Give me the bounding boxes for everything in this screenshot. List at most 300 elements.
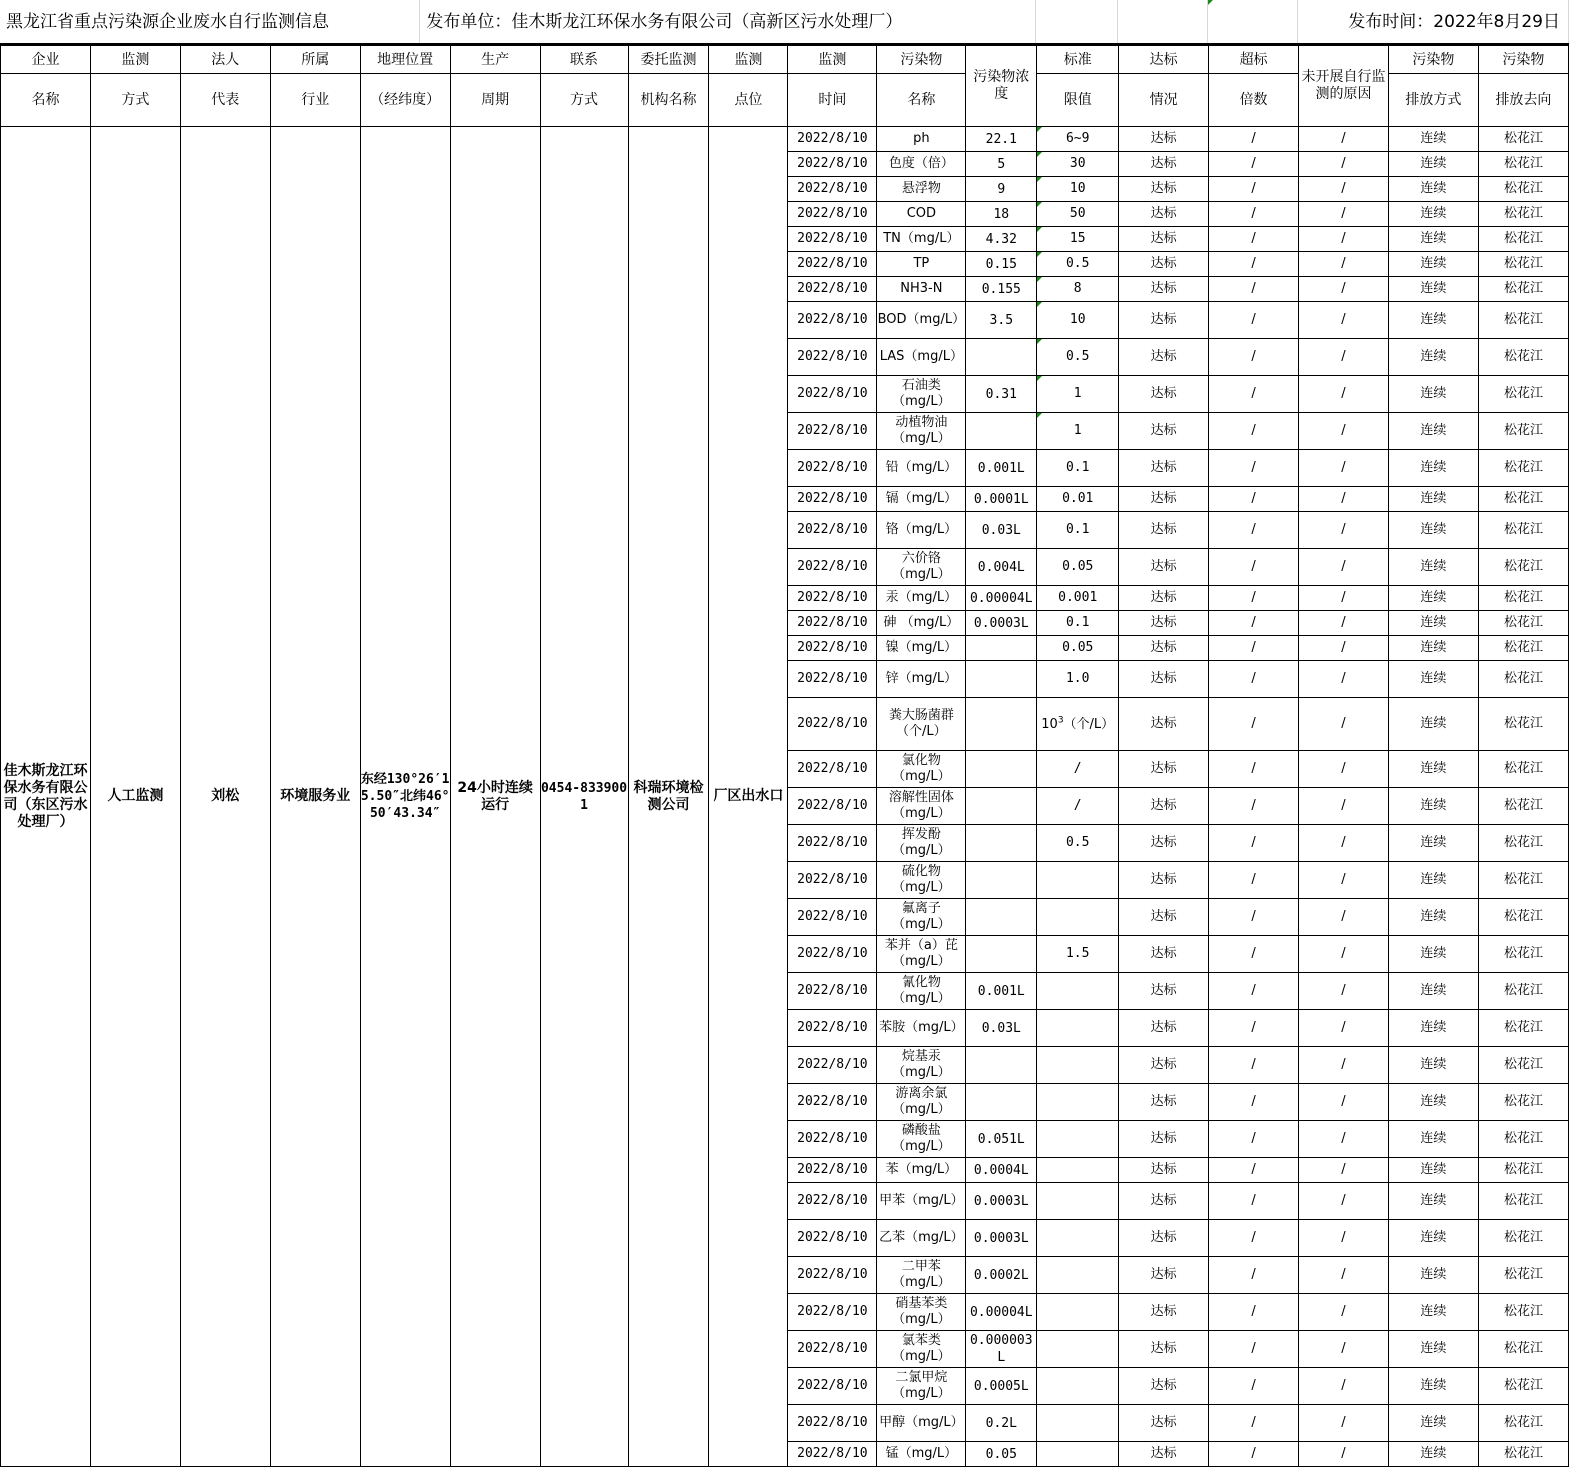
exceed-ratio[interactable]: / xyxy=(1209,227,1299,252)
exceed-ratio[interactable]: / xyxy=(1209,277,1299,302)
monitor-date[interactable]: 2022/8/10 xyxy=(788,277,877,302)
no-monitor-reason[interactable]: / xyxy=(1299,202,1389,227)
compliance-status[interactable]: 达标 xyxy=(1119,450,1209,487)
header-cell[interactable]: 排放方式 xyxy=(1388,74,1478,127)
compliance-status[interactable]: 达标 xyxy=(1119,862,1209,899)
pollutant-name[interactable]: 六价铬（mg/L） xyxy=(877,549,966,586)
concentration[interactable] xyxy=(966,1084,1037,1121)
pollutant-name[interactable]: 锰（mg/L） xyxy=(877,1442,966,1467)
discharge-mode[interactable]: 连续 xyxy=(1388,825,1478,862)
exceed-ratio[interactable]: / xyxy=(1209,899,1299,936)
standard-limit[interactable]: / xyxy=(1037,788,1119,825)
compliance-status[interactable]: 达标 xyxy=(1119,1405,1209,1442)
standard-limit[interactable]: 1.0 xyxy=(1037,661,1119,698)
standard-limit[interactable] xyxy=(1037,1331,1119,1368)
standard-limit[interactable]: 0.1 xyxy=(1037,512,1119,549)
discharge-destination[interactable]: 松花江 xyxy=(1478,586,1568,611)
compliance-status[interactable]: 达标 xyxy=(1119,936,1209,973)
discharge-destination[interactable]: 松花江 xyxy=(1478,1183,1568,1220)
discharge-mode[interactable]: 连续 xyxy=(1388,586,1478,611)
compliance-status[interactable]: 达标 xyxy=(1119,1331,1209,1368)
concentration[interactable]: 22.1 xyxy=(966,127,1037,152)
standard-limit[interactable]: 30 xyxy=(1037,152,1119,177)
monitor-date[interactable]: 2022/8/10 xyxy=(788,611,877,636)
compliance-status[interactable]: 达标 xyxy=(1119,1158,1209,1183)
discharge-mode[interactable]: 连续 xyxy=(1388,698,1478,751)
pollutant-name[interactable]: 乙苯（mg/L） xyxy=(877,1220,966,1257)
pollutant-name[interactable]: 二甲苯（mg/L） xyxy=(877,1257,966,1294)
discharge-destination[interactable]: 松花江 xyxy=(1478,177,1568,202)
header-cell[interactable]: 联系 xyxy=(540,46,628,74)
no-monitor-reason[interactable]: / xyxy=(1299,1121,1389,1158)
compliance-status[interactable]: 达标 xyxy=(1119,1294,1209,1331)
concentration[interactable] xyxy=(966,825,1037,862)
discharge-destination[interactable]: 松花江 xyxy=(1478,636,1568,661)
no-monitor-reason[interactable]: / xyxy=(1299,1158,1389,1183)
discharge-destination[interactable]: 松花江 xyxy=(1478,339,1568,376)
exceed-ratio[interactable]: / xyxy=(1209,698,1299,751)
no-monitor-reason[interactable]: / xyxy=(1299,936,1389,973)
monitor-date[interactable]: 2022/8/10 xyxy=(788,825,877,862)
pollutant-name[interactable]: 砷 （mg/L） xyxy=(877,611,966,636)
header-cell[interactable]: 企业 xyxy=(1,46,91,74)
compliance-status[interactable]: 达标 xyxy=(1119,586,1209,611)
concentration[interactable] xyxy=(966,698,1037,751)
compliance-status[interactable]: 达标 xyxy=(1119,1220,1209,1257)
publish-time[interactable]: 发布时间：2022年8月29日 xyxy=(1298,0,1569,44)
exceed-ratio[interactable]: / xyxy=(1209,1183,1299,1220)
standard-limit[interactable] xyxy=(1037,1368,1119,1405)
pollutant-name[interactable]: 二氯甲烷（mg/L） xyxy=(877,1368,966,1405)
pollutant-name[interactable]: 铬（mg/L） xyxy=(877,512,966,549)
pollutant-name[interactable]: 苯并（a）芘（mg/L） xyxy=(877,936,966,973)
discharge-mode[interactable]: 连续 xyxy=(1388,152,1478,177)
discharge-mode[interactable]: 连续 xyxy=(1388,376,1478,413)
discharge-destination[interactable]: 松花江 xyxy=(1478,252,1568,277)
exceed-ratio[interactable]: / xyxy=(1209,788,1299,825)
standard-limit[interactable] xyxy=(1037,1084,1119,1121)
enterprise-name[interactable]: 佳木斯龙江环保水务有限公司（东区污水处理厂） xyxy=(1,127,91,1467)
concentration[interactable] xyxy=(966,751,1037,788)
discharge-destination[interactable]: 松花江 xyxy=(1478,973,1568,1010)
concentration[interactable]: 0.0003L xyxy=(966,1220,1037,1257)
exceed-ratio[interactable]: / xyxy=(1209,862,1299,899)
compliance-status[interactable]: 达标 xyxy=(1119,1084,1209,1121)
concentration[interactable] xyxy=(966,936,1037,973)
exceed-ratio[interactable]: / xyxy=(1209,376,1299,413)
standard-limit[interactable]: 8 xyxy=(1037,277,1119,302)
standard-limit[interactable] xyxy=(1037,1294,1119,1331)
pollutant-name[interactable]: 甲醇（mg/L） xyxy=(877,1405,966,1442)
discharge-mode[interactable]: 连续 xyxy=(1388,1121,1478,1158)
production-cycle[interactable]: 24小时连续运行 xyxy=(450,127,540,1467)
concentration[interactable]: 0.2L xyxy=(966,1405,1037,1442)
monitor-date[interactable]: 2022/8/10 xyxy=(788,1084,877,1121)
publisher[interactable]: 发布单位：佳木斯龙江环保水务有限公司（高新区污水处理厂） xyxy=(420,0,1036,44)
pollutant-name[interactable]: 镉（mg/L） xyxy=(877,487,966,512)
compliance-status[interactable]: 达标 xyxy=(1119,252,1209,277)
monitor-date[interactable]: 2022/8/10 xyxy=(788,1294,877,1331)
discharge-mode[interactable]: 连续 xyxy=(1388,1183,1478,1220)
discharge-destination[interactable]: 松花江 xyxy=(1478,1294,1568,1331)
header-cell[interactable]: （经纬度） xyxy=(360,74,450,127)
header-cell[interactable]: 超标 xyxy=(1209,46,1299,74)
concentration[interactable]: 0.00004L xyxy=(966,586,1037,611)
compliance-status[interactable]: 达标 xyxy=(1119,376,1209,413)
no-monitor-reason[interactable]: / xyxy=(1299,1331,1389,1368)
pollutant-name[interactable]: 硫化物（mg/L） xyxy=(877,862,966,899)
monitor-date[interactable]: 2022/8/10 xyxy=(788,127,877,152)
standard-limit[interactable] xyxy=(1037,1442,1119,1467)
compliance-status[interactable]: 达标 xyxy=(1119,825,1209,862)
header-cell[interactable]: 生产 xyxy=(450,46,540,74)
standard-limit[interactable]: 0.05 xyxy=(1037,549,1119,586)
standard-limit[interactable]: 0.05 xyxy=(1037,636,1119,661)
no-monitor-reason[interactable]: / xyxy=(1299,487,1389,512)
standard-limit[interactable] xyxy=(1037,862,1119,899)
pollutant-name[interactable]: 粪大肠菌群（个/L） xyxy=(877,698,966,751)
monitor-date[interactable]: 2022/8/10 xyxy=(788,661,877,698)
discharge-mode[interactable]: 连续 xyxy=(1388,751,1478,788)
concentration[interactable] xyxy=(966,636,1037,661)
pollutant-name[interactable]: 溶解性固体（mg/L） xyxy=(877,788,966,825)
compliance-status[interactable]: 达标 xyxy=(1119,512,1209,549)
discharge-mode[interactable]: 连续 xyxy=(1388,302,1478,339)
discharge-destination[interactable]: 松花江 xyxy=(1478,1405,1568,1442)
concentration[interactable]: 0.31 xyxy=(966,376,1037,413)
no-monitor-reason[interactable]: / xyxy=(1299,636,1389,661)
no-monitor-reason[interactable]: / xyxy=(1299,177,1389,202)
no-monitor-reason[interactable]: / xyxy=(1299,549,1389,586)
discharge-destination[interactable]: 松花江 xyxy=(1478,549,1568,586)
compliance-status[interactable]: 达标 xyxy=(1119,339,1209,376)
discharge-destination[interactable]: 松花江 xyxy=(1478,487,1568,512)
concentration[interactable]: 0.0003L xyxy=(966,611,1037,636)
discharge-destination[interactable]: 松花江 xyxy=(1478,1010,1568,1047)
pollutant-name[interactable]: NH3-N xyxy=(877,277,966,302)
no-monitor-reason[interactable]: / xyxy=(1299,1220,1389,1257)
empty-cell[interactable] xyxy=(1036,0,1118,44)
discharge-mode[interactable]: 连续 xyxy=(1388,1368,1478,1405)
discharge-destination[interactable]: 松花江 xyxy=(1478,899,1568,936)
exceed-ratio[interactable]: / xyxy=(1209,152,1299,177)
standard-limit[interactable]: 6~9 xyxy=(1037,127,1119,152)
monitor-date[interactable]: 2022/8/10 xyxy=(788,413,877,450)
standard-limit[interactable] xyxy=(1037,1405,1119,1442)
pollutant-name[interactable]: 硝基苯类（mg/L） xyxy=(877,1294,966,1331)
pollutant-name[interactable]: 甲苯（mg/L） xyxy=(877,1183,966,1220)
compliance-status[interactable]: 达标 xyxy=(1119,487,1209,512)
exceed-ratio[interactable]: / xyxy=(1209,1442,1299,1467)
no-monitor-reason[interactable]: / xyxy=(1299,1047,1389,1084)
exceed-ratio[interactable]: / xyxy=(1209,636,1299,661)
exceed-ratio[interactable]: / xyxy=(1209,413,1299,450)
header-cell[interactable]: 行业 xyxy=(270,74,360,127)
no-monitor-reason[interactable]: / xyxy=(1299,339,1389,376)
header-cell[interactable]: 限值 xyxy=(1037,74,1119,127)
header-cell[interactable]: 排放去向 xyxy=(1478,74,1568,127)
discharge-mode[interactable]: 连续 xyxy=(1388,1220,1478,1257)
discharge-mode[interactable]: 连续 xyxy=(1388,127,1478,152)
monitor-date[interactable]: 2022/8/10 xyxy=(788,202,877,227)
standard-limit[interactable]: 0.5 xyxy=(1037,339,1119,376)
header-cell[interactable]: 机构名称 xyxy=(628,74,709,127)
standard-limit[interactable] xyxy=(1037,1183,1119,1220)
discharge-mode[interactable]: 连续 xyxy=(1388,636,1478,661)
monitor-date[interactable]: 2022/8/10 xyxy=(788,376,877,413)
standard-limit[interactable]: 1 xyxy=(1037,413,1119,450)
compliance-status[interactable]: 达标 xyxy=(1119,751,1209,788)
concentration[interactable] xyxy=(966,788,1037,825)
standard-limit[interactable]: 15 xyxy=(1037,227,1119,252)
standard-limit[interactable]: 0.1 xyxy=(1037,450,1119,487)
monitor-date[interactable]: 2022/8/10 xyxy=(788,862,877,899)
standard-limit[interactable]: 0.5 xyxy=(1037,252,1119,277)
pollutant-name[interactable]: 苯胺（mg/L） xyxy=(877,1010,966,1047)
no-monitor-reason[interactable]: / xyxy=(1299,450,1389,487)
no-monitor-reason[interactable]: / xyxy=(1299,512,1389,549)
pollutant-name[interactable]: 汞（mg/L） xyxy=(877,586,966,611)
exceed-ratio[interactable]: / xyxy=(1209,1220,1299,1257)
concentration[interactable]: 0.15 xyxy=(966,252,1037,277)
monitor-date[interactable]: 2022/8/10 xyxy=(788,1331,877,1368)
no-monitor-reason[interactable]: / xyxy=(1299,252,1389,277)
exceed-ratio[interactable]: / xyxy=(1209,611,1299,636)
standard-limit[interactable] xyxy=(1037,899,1119,936)
concentration[interactable] xyxy=(966,661,1037,698)
discharge-destination[interactable]: 松花江 xyxy=(1478,1121,1568,1158)
empty-cell[interactable] xyxy=(1208,0,1298,44)
standard-limit[interactable] xyxy=(1037,1010,1119,1047)
pollutant-name[interactable]: 镍（mg/L） xyxy=(877,636,966,661)
discharge-destination[interactable]: 松花江 xyxy=(1478,1084,1568,1121)
exceed-ratio[interactable]: / xyxy=(1209,936,1299,973)
discharge-destination[interactable]: 松花江 xyxy=(1478,302,1568,339)
monitoring-agency[interactable]: 科瑞环境检测公司 xyxy=(628,127,709,1467)
compliance-status[interactable]: 达标 xyxy=(1119,227,1209,252)
industry[interactable]: 环境服务业 xyxy=(270,127,360,1467)
exceed-ratio[interactable]: / xyxy=(1209,302,1299,339)
pollutant-name[interactable]: 游离余氯（mg/L） xyxy=(877,1084,966,1121)
exceed-ratio[interactable]: / xyxy=(1209,661,1299,698)
discharge-destination[interactable]: 松花江 xyxy=(1478,698,1568,751)
header-cell[interactable]: 污染物 xyxy=(1478,46,1568,74)
monitor-date[interactable]: 2022/8/10 xyxy=(788,1405,877,1442)
compliance-status[interactable]: 达标 xyxy=(1119,127,1209,152)
compliance-status[interactable]: 达标 xyxy=(1119,1121,1209,1158)
pollutant-name[interactable]: 磷酸盐（mg/L） xyxy=(877,1121,966,1158)
concentration[interactable] xyxy=(966,339,1037,376)
compliance-status[interactable]: 达标 xyxy=(1119,636,1209,661)
discharge-mode[interactable]: 连续 xyxy=(1388,1158,1478,1183)
exceed-ratio[interactable]: / xyxy=(1209,252,1299,277)
discharge-mode[interactable]: 连续 xyxy=(1388,512,1478,549)
header-cell[interactable]: 污染物 xyxy=(1388,46,1478,74)
compliance-status[interactable]: 达标 xyxy=(1119,1047,1209,1084)
compliance-status[interactable]: 达标 xyxy=(1119,1257,1209,1294)
pollutant-name[interactable]: LAS（mg/L） xyxy=(877,339,966,376)
no-monitor-reason[interactable]: / xyxy=(1299,611,1389,636)
concentration[interactable]: 0.0004L xyxy=(966,1158,1037,1183)
header-cell[interactable]: 代表 xyxy=(180,74,270,127)
exceed-ratio[interactable]: / xyxy=(1209,127,1299,152)
no-monitor-reason[interactable]: / xyxy=(1299,1257,1389,1294)
monitor-date[interactable]: 2022/8/10 xyxy=(788,339,877,376)
discharge-mode[interactable]: 连续 xyxy=(1388,1405,1478,1442)
header-cell[interactable]: 法人 xyxy=(180,46,270,74)
pollutant-name[interactable]: 挥发酚（mg/L） xyxy=(877,825,966,862)
discharge-destination[interactable]: 松花江 xyxy=(1478,413,1568,450)
pollutant-name[interactable]: 动植物油（mg/L） xyxy=(877,413,966,450)
monitor-date[interactable]: 2022/8/10 xyxy=(788,936,877,973)
sheet-title[interactable]: 黑龙江省重点污染源企业废水自行监测信息 xyxy=(0,0,420,44)
monitor-date[interactable]: 2022/8/10 xyxy=(788,1368,877,1405)
monitor-date[interactable]: 2022/8/10 xyxy=(788,1442,877,1467)
header-cell[interactable]: 地理位置 xyxy=(360,46,450,74)
discharge-mode[interactable]: 连续 xyxy=(1388,177,1478,202)
no-monitor-reason[interactable]: / xyxy=(1299,227,1389,252)
no-monitor-reason[interactable]: / xyxy=(1299,788,1389,825)
standard-limit[interactable]: 0.01 xyxy=(1037,487,1119,512)
no-monitor-reason[interactable]: / xyxy=(1299,862,1389,899)
standard-limit[interactable]: 0.001 xyxy=(1037,586,1119,611)
standard-limit[interactable] xyxy=(1037,1047,1119,1084)
discharge-destination[interactable]: 松花江 xyxy=(1478,1257,1568,1294)
concentration[interactable]: 0.05 xyxy=(966,1442,1037,1467)
discharge-destination[interactable]: 松花江 xyxy=(1478,1442,1568,1467)
exceed-ratio[interactable]: / xyxy=(1209,1047,1299,1084)
discharge-destination[interactable]: 松花江 xyxy=(1478,611,1568,636)
monitor-method[interactable]: 人工监测 xyxy=(90,127,180,1467)
discharge-mode[interactable]: 连续 xyxy=(1388,202,1478,227)
compliance-status[interactable]: 达标 xyxy=(1119,899,1209,936)
exceed-ratio[interactable]: / xyxy=(1209,1331,1299,1368)
concentration[interactable] xyxy=(966,862,1037,899)
discharge-mode[interactable]: 连续 xyxy=(1388,487,1478,512)
no-monitor-reason[interactable]: / xyxy=(1299,661,1389,698)
concentration[interactable]: 0.03L xyxy=(966,512,1037,549)
discharge-mode[interactable]: 连续 xyxy=(1388,1331,1478,1368)
header-cell[interactable]: 方式 xyxy=(540,74,628,127)
pollutant-name[interactable]: ph xyxy=(877,127,966,152)
discharge-mode[interactable]: 连续 xyxy=(1388,1084,1478,1121)
empty-cell[interactable] xyxy=(1118,0,1208,44)
concentration[interactable]: 0.001L xyxy=(966,973,1037,1010)
pollutant-name[interactable]: BOD（mg/L） xyxy=(877,302,966,339)
compliance-status[interactable]: 达标 xyxy=(1119,277,1209,302)
standard-limit[interactable] xyxy=(1037,1121,1119,1158)
pollutant-name[interactable]: TP xyxy=(877,252,966,277)
monitoring-point[interactable]: 厂区出水口 xyxy=(709,127,788,1467)
header-cell[interactable]: 所属 xyxy=(270,46,360,74)
monitor-date[interactable]: 2022/8/10 xyxy=(788,227,877,252)
discharge-destination[interactable]: 松花江 xyxy=(1478,227,1568,252)
concentration[interactable]: 0.03L xyxy=(966,1010,1037,1047)
compliance-status[interactable]: 达标 xyxy=(1119,611,1209,636)
no-monitor-reason[interactable]: / xyxy=(1299,152,1389,177)
discharge-destination[interactable]: 松花江 xyxy=(1478,376,1568,413)
contact[interactable]: 0454-8339001 xyxy=(540,127,628,1467)
concentration[interactable]: 9 xyxy=(966,177,1037,202)
no-monitor-reason[interactable]: / xyxy=(1299,825,1389,862)
monitor-date[interactable]: 2022/8/10 xyxy=(788,177,877,202)
no-monitor-reason[interactable]: / xyxy=(1299,586,1389,611)
discharge-mode[interactable]: 连续 xyxy=(1388,1257,1478,1294)
exceed-ratio[interactable]: / xyxy=(1209,973,1299,1010)
header-cell[interactable]: 污染物浓度 xyxy=(966,46,1037,127)
standard-limit[interactable] xyxy=(1037,1158,1119,1183)
exceed-ratio[interactable]: / xyxy=(1209,1084,1299,1121)
discharge-mode[interactable]: 连续 xyxy=(1388,611,1478,636)
standard-limit[interactable]: 50 xyxy=(1037,202,1119,227)
concentration[interactable]: 4.32 xyxy=(966,227,1037,252)
header-cell[interactable]: 周期 xyxy=(450,74,540,127)
concentration[interactable]: 5 xyxy=(966,152,1037,177)
monitor-date[interactable]: 2022/8/10 xyxy=(788,1121,877,1158)
compliance-status[interactable]: 达标 xyxy=(1119,177,1209,202)
discharge-mode[interactable]: 连续 xyxy=(1388,413,1478,450)
monitor-date[interactable]: 2022/8/10 xyxy=(788,487,877,512)
monitor-date[interactable]: 2022/8/10 xyxy=(788,586,877,611)
monitor-date[interactable]: 2022/8/10 xyxy=(788,698,877,751)
monitor-date[interactable]: 2022/8/10 xyxy=(788,1220,877,1257)
compliance-status[interactable]: 达标 xyxy=(1119,1368,1209,1405)
concentration[interactable]: 0.004L xyxy=(966,549,1037,586)
monitor-date[interactable]: 2022/8/10 xyxy=(788,788,877,825)
exceed-ratio[interactable]: / xyxy=(1209,1294,1299,1331)
pollutant-name[interactable]: 悬浮物 xyxy=(877,177,966,202)
no-monitor-reason[interactable]: / xyxy=(1299,1183,1389,1220)
monitor-date[interactable]: 2022/8/10 xyxy=(788,512,877,549)
pollutant-name[interactable]: 氯苯类（mg/L） xyxy=(877,1331,966,1368)
no-monitor-reason[interactable]: / xyxy=(1299,973,1389,1010)
exceed-ratio[interactable]: / xyxy=(1209,450,1299,487)
location[interactable]: 东经130°26′15.50″北纬46°50′43.34″ xyxy=(360,127,450,1467)
discharge-destination[interactable]: 松花江 xyxy=(1478,152,1568,177)
exceed-ratio[interactable]: / xyxy=(1209,1368,1299,1405)
concentration[interactable]: 0.0003L xyxy=(966,1183,1037,1220)
pollutant-name[interactable]: COD xyxy=(877,202,966,227)
no-monitor-reason[interactable]: / xyxy=(1299,698,1389,751)
discharge-mode[interactable]: 连续 xyxy=(1388,862,1478,899)
pollutant-name[interactable]: 氯化物（mg/L） xyxy=(877,751,966,788)
no-monitor-reason[interactable]: / xyxy=(1299,1368,1389,1405)
monitor-date[interactable]: 2022/8/10 xyxy=(788,751,877,788)
standard-limit[interactable] xyxy=(1037,698,1119,751)
concentration[interactable]: 0.0005L xyxy=(966,1368,1037,1405)
discharge-mode[interactable]: 连续 xyxy=(1388,252,1478,277)
pollutant-name[interactable]: 烷基汞（mg/L） xyxy=(877,1047,966,1084)
header-cell[interactable]: 监测 xyxy=(788,46,877,74)
header-cell[interactable]: 方式 xyxy=(90,74,180,127)
exceed-ratio[interactable]: / xyxy=(1209,1405,1299,1442)
discharge-destination[interactable]: 松花江 xyxy=(1478,127,1568,152)
exceed-ratio[interactable]: / xyxy=(1209,1121,1299,1158)
compliance-status[interactable]: 达标 xyxy=(1119,1442,1209,1467)
compliance-status[interactable]: 达标 xyxy=(1119,788,1209,825)
standard-limit[interactable]: 10 xyxy=(1037,302,1119,339)
exceed-ratio[interactable]: / xyxy=(1209,487,1299,512)
compliance-status[interactable]: 达标 xyxy=(1119,1010,1209,1047)
header-cell[interactable]: 监测 xyxy=(90,46,180,74)
compliance-status[interactable]: 达标 xyxy=(1119,698,1209,751)
concentration[interactable] xyxy=(966,899,1037,936)
header-cell[interactable]: 委托监测 xyxy=(628,46,709,74)
monitor-date[interactable]: 2022/8/10 xyxy=(788,152,877,177)
no-monitor-reason[interactable]: / xyxy=(1299,277,1389,302)
exceed-ratio[interactable]: / xyxy=(1209,825,1299,862)
pollutant-name[interactable]: 石油类（mg/L） xyxy=(877,376,966,413)
